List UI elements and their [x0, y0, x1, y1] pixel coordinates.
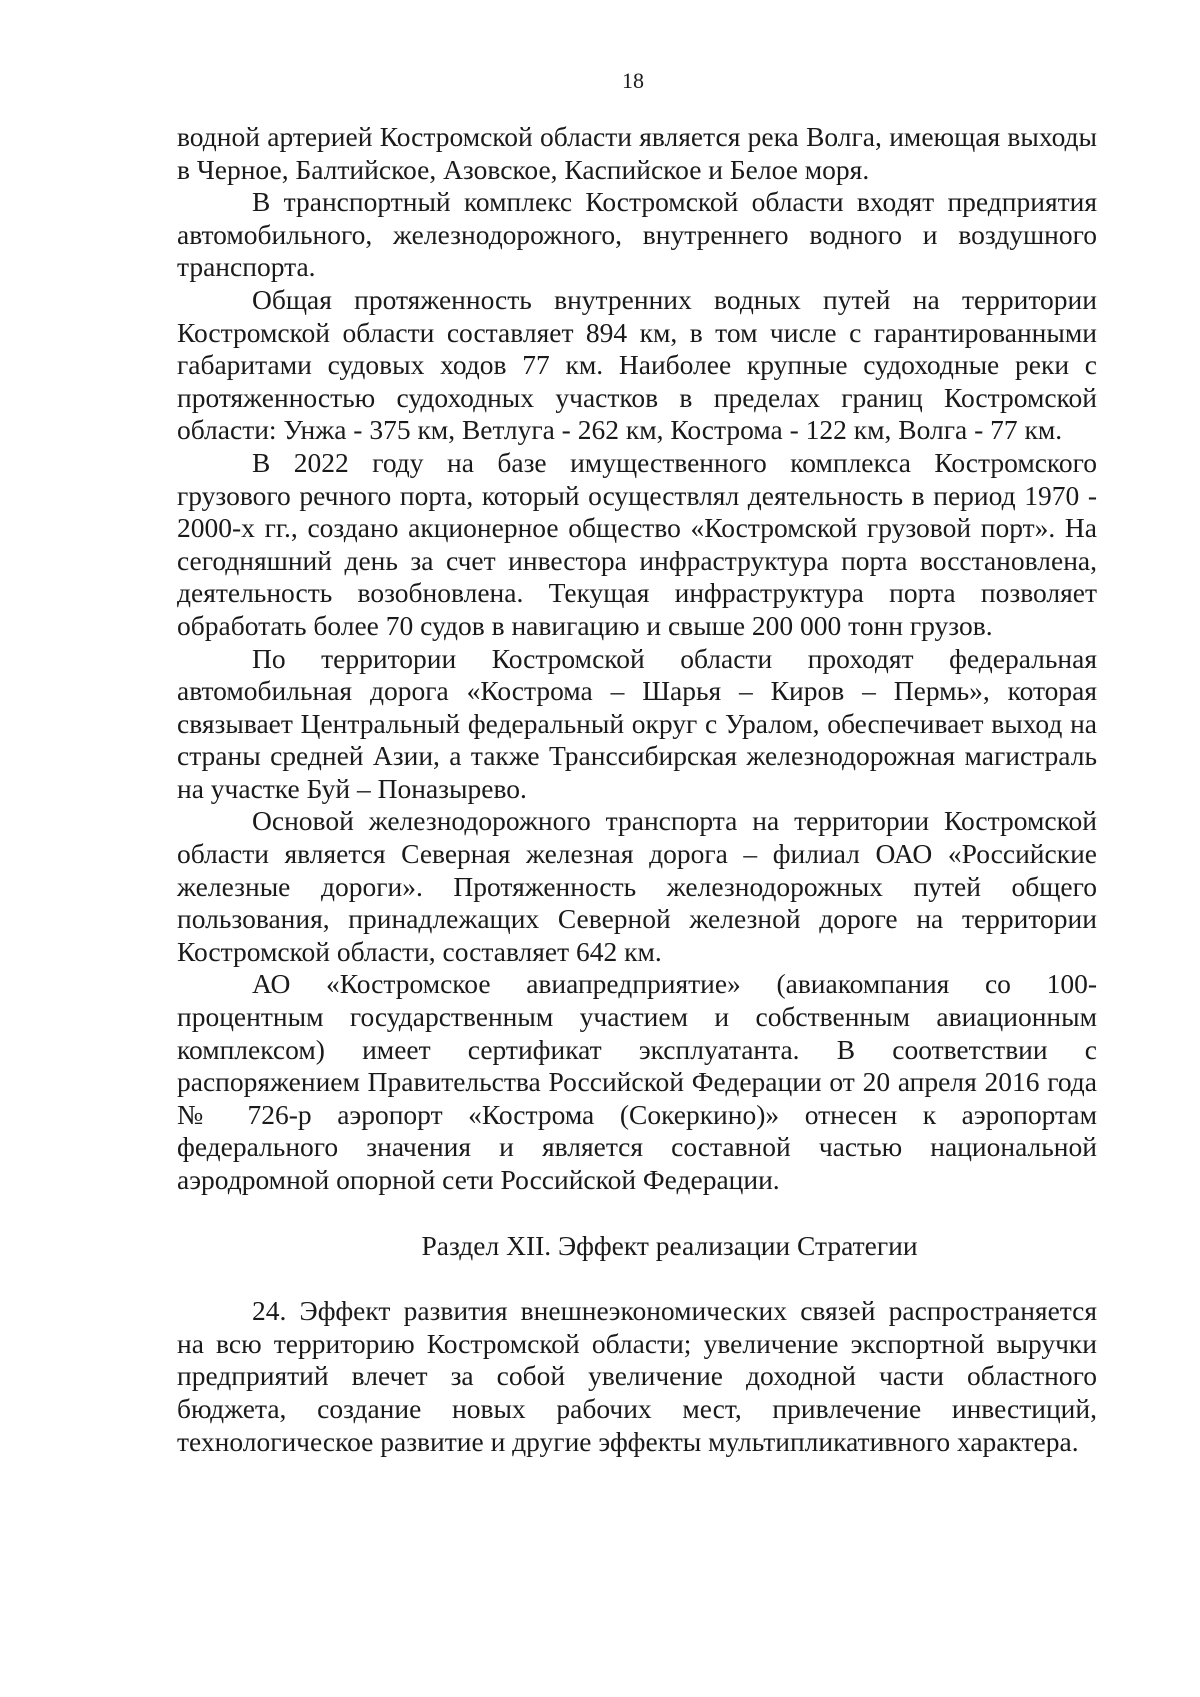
document-body	[177, 121, 1097, 1458]
paragraph-aviation: АО «Костромское авиапредприятие» (авиакомпания со 100-процентным государственным участием и собственным авиационным комплексом) имеет сертификат эксплуатанта. В соответствии с распоряжением Правительства Российской Федерации от 20 апреля 2016 года № 726-р аэропорт «Кострома (Сокеркино)» отнесен к аэропортам федерального значения и является составной частью национальной аэродромной опорной сети Российской Федерации.	[177, 968, 1097, 1195]
paragraph-transport-complex: В транспортный комплекс Костромской области входят предприятия автомобильного, железнодорожного, внутреннего водного и воздушного транспорта.	[177, 186, 1097, 283]
paragraph-railway: Основой железнодорожного транспорта на территории Костромской области является Северная железная дорога – филиал ОАО «Российские железные дороги». Протяженность железнодорожных путей общего пользования, принадлежащих Северной железной дороге на территории Костромской области, составляет 642 км.	[177, 805, 1097, 967]
paragraph-continuation: водной артерией Костромской области является река Волга, имеющая выходы в Черное, Балтийское, Азовское, Каспийское и Белое моря.	[177, 121, 1097, 185]
paragraph-waterways: Общая протяженность внутренних водных путей на территории Костромской области составляет 894 км, в том числе с гарантированными габаритами судовых ходов 77 км. Наиболее крупные судоходные реки с протяженностью судоходных участков в пределах границ Костромской области: Унжа - 375 км, Ветлуга - 262 км, Кострома - 122 км, Волга - 77 км.	[177, 283, 1097, 446]
paragraph-highway: По территории Костромской области проходят федеральная автомобильная дорога «Кострома – Шарья – Киров – Пермь», которая связывает Центральный федеральный округ с Уралом, обеспечивает выход на страны средней Азии, а также Транссибирская железнодорожная магистраль на участке Буй – Поназырево.	[177, 642, 1097, 804]
paragraph-cargo-port: В 2022 году на базе имущественного комплекса Костромского грузового речного порта, который осуществлял деятельность в период 1970 - 2000-х гг., создано акционерное общество «Костромской грузовой порт». На сегодняшний день за счет инвестора инфраструктура порта восстановлена, деятельность возобновлена. Текущая инфраструктура порта позволяет обработать более 70 судов в навигацию и свыше 200 000 тонн грузов.	[177, 446, 1097, 641]
section-title: Раздел XII. Эффект реализации Стратегии	[421, 1229, 918, 1261]
paragraph-section-24: 24. Эффект развития внешнеэкономических связей распространяется на всю территорию Костромской области; увеличение экспортной выручки предприятий влечет за собой увеличение доходной части областного бюджета, создание новых рабочих мест, привлечение инвестиций, технологическое развитие и другие эффекты мультипликативного характера.	[177, 1295, 1097, 1457]
page-number: 18	[622, 68, 644, 93]
